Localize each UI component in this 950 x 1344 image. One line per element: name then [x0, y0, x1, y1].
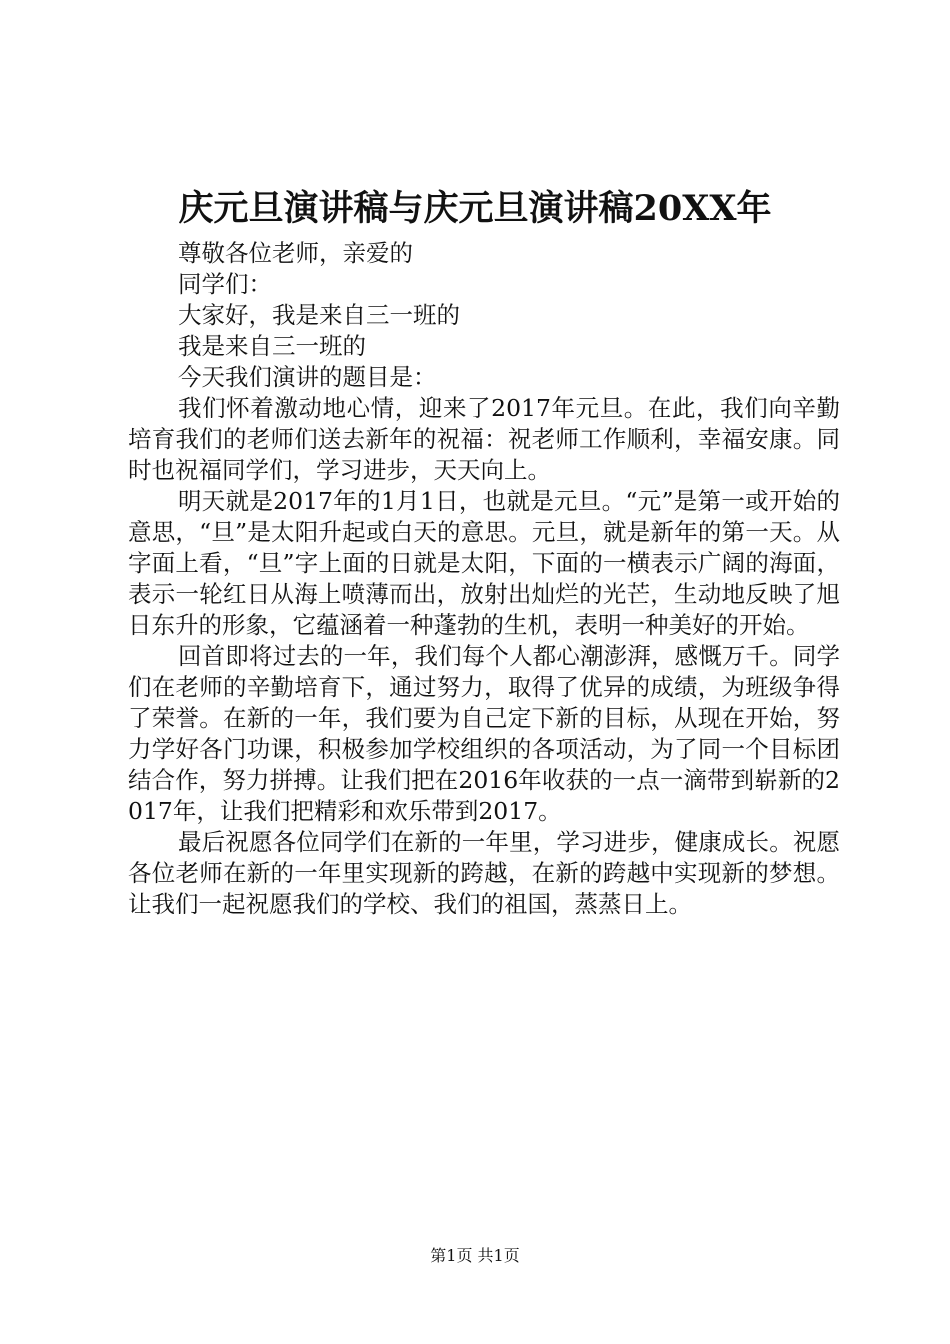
intro-line: 我是来自三一班的 [178, 332, 366, 360]
body-paragraph: 最后祝愿各位同学们在新的一年里，学习进步，健康成长。祝愿各位老师在新的一年里实现新的跨越，在新的跨越中实现新的梦想。让我们一起祝愿我们的学校、我们的祖国，蒸蒸日上。 [128, 828, 840, 918]
body-paragraph: 回首即将过去的一年，我们每个人都心潮澎湃，感慨万千。同学们在老师的辛勤培育下，通过努力，取得了优异的成绩，为班级争得了荣誉。在新的一年，我们要为自己定下新的目标，从现在开始，努力学好各门功课，积极参加学校组织的各项活动，为了同一个目标团结合作，努力拼搏。让我们把在2016年收获的一点一滴带到崭新的2017年，让我们把精彩和欢乐带到2017。 [128, 642, 840, 825]
body-paragraph: 我们怀着激动地心情，迎来了2017年元旦。在此，我们向辛勤培育我们的老师们送去新年的祝福：祝老师工作顺利，幸福安康。同时也祝福同学们，学习进步，天天向上。 [128, 394, 840, 484]
greeting-line: 尊敬各位老师，亲爱的 [178, 239, 413, 267]
greeting-line: 同学们： [178, 270, 272, 298]
document-title: 庆元旦演讲稿与庆元旦演讲稿20XX年 [178, 188, 772, 229]
page-footer: 第1页 共1页 [430, 1246, 520, 1265]
document-body [128, 238, 840, 920]
topic-line: 今天我们演讲的题目是： [178, 363, 437, 391]
intro-line: 大家好，我是来自三一班的 [178, 301, 460, 329]
body-paragraph: 明天就是2017年的1月1日，也就是元旦。“元”是第一或开始的意思，“旦”是太阳升起或白天的意思。元旦，就是新年的第一天。从字面上看，“旦”字上面的日就是太阳，下面的一横表示广阔的海面，表示一轮红日从海上喷薄而出，放射出灿烂的光芒，生动地反映了旭日东升的形象，它蕴涵着一种蓬勃的生机，表明一种美好的开始。 [128, 487, 840, 639]
